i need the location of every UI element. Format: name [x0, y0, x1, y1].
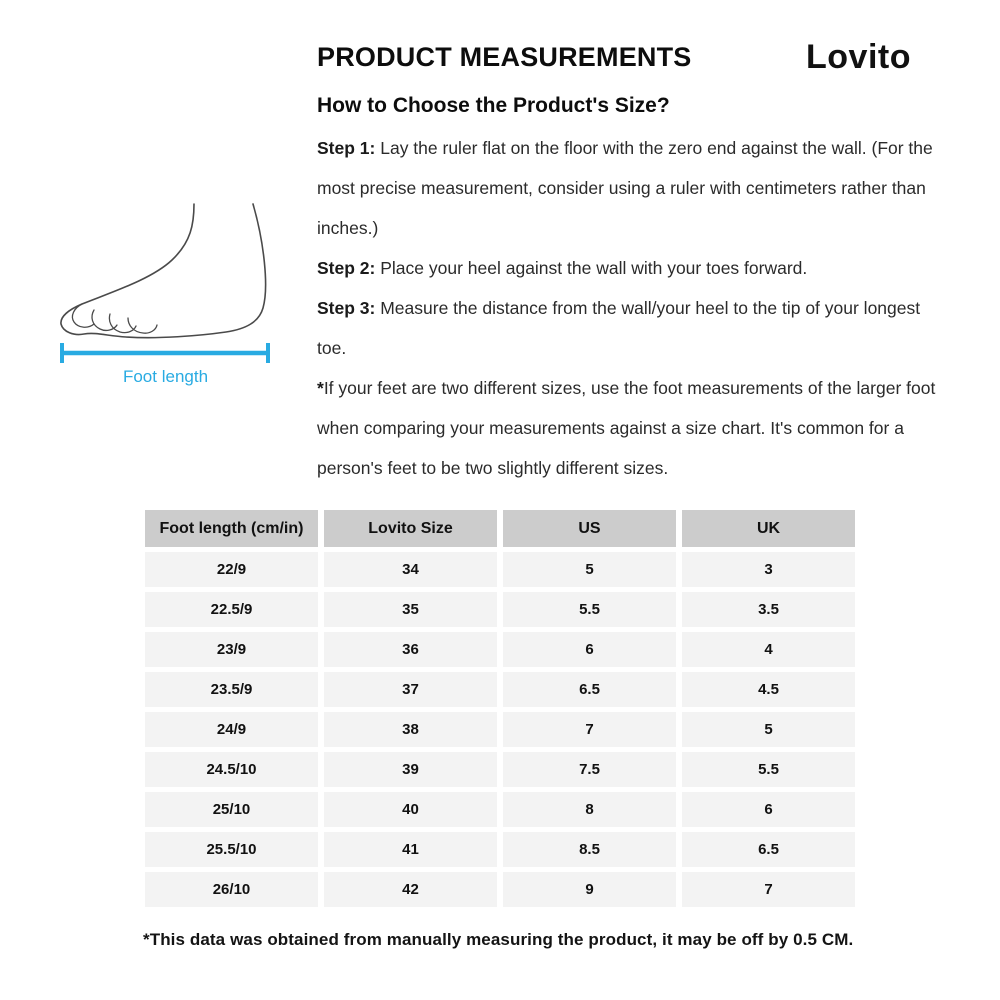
table-row — [145, 632, 855, 667]
section-heading: How to Choose the Product's Size? — [317, 94, 670, 117]
table-cell: 36 — [324, 632, 497, 667]
table-cell: 3.5 — [682, 592, 855, 627]
table-cell: 7 — [503, 712, 676, 747]
table-cell: 22/9 — [145, 552, 318, 587]
table-row — [145, 712, 855, 747]
measurement-disclaimer: *This data was obtained from manually measuring the product, it may be off by 0.5 CM. — [143, 930, 854, 949]
table-cell: 6.5 — [503, 672, 676, 707]
size-table-header — [145, 510, 855, 547]
column-header-uk: UK — [682, 510, 855, 547]
table-cell: 5.5 — [682, 752, 855, 787]
note-text: If your feet are two different sizes, use the foot measurements of the larger foot when comparing your measurements against a size chart. It's common for a person's feet to be two slightly different sizes. — [317, 378, 936, 478]
table-cell: 23.5/9 — [145, 672, 318, 707]
step-3-text: Measure the distance from the wall/your heel to the tip of your longest toe. — [317, 298, 921, 358]
table-cell: 41 — [324, 832, 497, 867]
table-row — [145, 792, 855, 827]
foot-length-diagram — [48, 190, 283, 387]
table-cell: 40 — [324, 792, 497, 827]
table-row — [145, 552, 855, 587]
table-cell: 42 — [324, 872, 497, 907]
table-cell: 39 — [324, 752, 497, 787]
table-cell: 8 — [503, 792, 676, 827]
how-to-choose-section — [317, 94, 941, 488]
table-row — [145, 592, 855, 627]
step-1-text: Lay the ruler flat on the floor with the zero end against the wall. (For the most precise measurement, consider using a ruler with centimeters rather than inches.) — [317, 138, 933, 238]
table-cell: 5 — [503, 552, 676, 587]
table-cell: 7 — [682, 872, 855, 907]
table-cell: 35 — [324, 592, 497, 627]
table-cell: 24.5/10 — [145, 752, 318, 787]
table-cell: 6 — [682, 792, 855, 827]
column-header-foot-length: Foot length (cm/in) — [145, 510, 318, 547]
column-header-us: US — [503, 510, 676, 547]
table-cell: 9 — [503, 872, 676, 907]
step-2-text: Place your heel against the wall with your toes forward. — [380, 258, 808, 278]
step-1 — [317, 128, 941, 248]
table-cell: 5 — [682, 712, 855, 747]
feet-size-note — [317, 368, 941, 488]
table-cell: 26/10 — [145, 872, 318, 907]
table-cell: 34 — [324, 552, 497, 587]
table-cell: 4.5 — [682, 672, 855, 707]
table-cell: 25/10 — [145, 792, 318, 827]
table-cell: 6.5 — [682, 832, 855, 867]
table-cell: 38 — [324, 712, 497, 747]
measurement-line — [62, 343, 268, 363]
table-cell: 23/9 — [145, 632, 318, 667]
page-title: PRODUCT MEASUREMENTS — [317, 42, 692, 72]
size-table — [139, 505, 861, 912]
size-table-body — [145, 552, 855, 907]
table-cell: 3 — [682, 552, 855, 587]
table-row — [145, 752, 855, 787]
table-cell: 22.5/9 — [145, 592, 318, 627]
table-cell: 6 — [503, 632, 676, 667]
table-cell: 7.5 — [503, 752, 676, 787]
note-asterisk: * — [317, 378, 324, 398]
foot-outline-icon — [48, 190, 283, 365]
table-cell: 5.5 — [503, 592, 676, 627]
step-3 — [317, 288, 941, 368]
step-2-label: Step 2: — [317, 258, 376, 278]
step-1-label: Step 1: — [317, 138, 376, 158]
step-2 — [317, 248, 941, 288]
table-row — [145, 672, 855, 707]
table-cell: 24/9 — [145, 712, 318, 747]
step-3-label: Step 3: — [317, 298, 376, 318]
header-row — [145, 510, 855, 547]
size-chart — [139, 505, 861, 912]
table-cell: 25.5/10 — [145, 832, 318, 867]
table-cell: 8.5 — [503, 832, 676, 867]
table-row — [145, 832, 855, 867]
foot-length-label: Foot length — [122, 367, 209, 386]
table-row — [145, 872, 855, 907]
brand-logo: Lovito — [806, 38, 911, 76]
table-cell: 4 — [682, 632, 855, 667]
column-header-lovito-size: Lovito Size — [324, 510, 497, 547]
table-cell: 37 — [324, 672, 497, 707]
